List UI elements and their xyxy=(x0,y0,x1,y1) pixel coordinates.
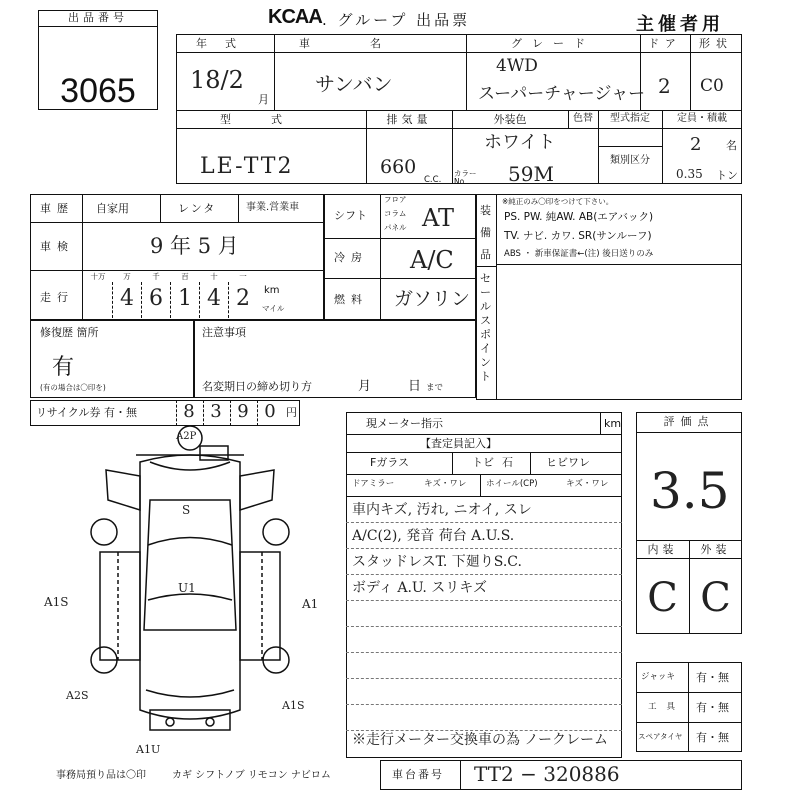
doors-value: 2 xyxy=(658,74,671,98)
meter-label: 現メーター指示 xyxy=(366,417,443,430)
history-business: 事業.営業車 xyxy=(246,202,300,213)
chassis-value: TT2 − 320886 xyxy=(474,762,620,786)
damage-a2p: A2P xyxy=(176,431,197,442)
damage-u1: U1 xyxy=(178,581,196,595)
interior-label: 内装 xyxy=(647,543,678,556)
color-no-prefix: カラーNo. xyxy=(454,169,477,186)
tool-value: 有・無 xyxy=(696,701,729,714)
damage-a2s: A2S xyxy=(66,689,89,702)
equipment-line1: PS. PW. 純AW. AB(エアバック) xyxy=(504,211,654,223)
damage-s: S xyxy=(182,503,191,517)
damage-a1-right: A1 xyxy=(302,597,319,611)
score-label: 評価点 xyxy=(663,415,715,428)
fuel-label: 燃料 xyxy=(334,293,368,306)
mileage-unit-label: 千 xyxy=(152,272,160,281)
organizer-label: 主催者用 xyxy=(636,14,724,35)
wheel-damage-label: キズ・ワレ xyxy=(566,479,609,489)
grade-label: グレード xyxy=(511,37,595,50)
deadline-day: 日 xyxy=(408,379,422,394)
title-text: . グループ 出品票 xyxy=(322,11,471,29)
sales-point-label: セールスポイント xyxy=(480,272,491,383)
color-no-value: 59M xyxy=(508,162,554,186)
year-unit: 月 xyxy=(258,93,269,106)
repair-label: 修復歴 箇所 xyxy=(40,326,99,339)
km-label: km xyxy=(264,285,280,296)
fglass-label: Fガラス xyxy=(370,456,409,469)
interior-value: C xyxy=(647,575,678,621)
mile-label: マイル xyxy=(262,304,285,313)
capacity-label: 定員・積載 xyxy=(677,113,727,124)
floor-label: フロア xyxy=(384,195,407,204)
recycle-digit: 0 xyxy=(264,401,276,422)
ac-label: 冷房 xyxy=(334,251,368,264)
mileage-unit-label: 百 xyxy=(181,272,189,281)
load-value: 0.35 xyxy=(676,167,703,181)
equipment-line2: TV. ナビ. カワ. SR(サンルーフ) xyxy=(504,230,652,242)
history-private: 自家用 xyxy=(96,202,129,215)
equipment-line3: ABS ・ 新車保証書←(注) 後日送りのみ xyxy=(504,249,654,259)
displacement-value: 660 xyxy=(380,156,417,178)
ishi-label: 石 xyxy=(502,456,513,469)
shift-value: AT xyxy=(422,204,455,232)
recycle-digit: 8 xyxy=(183,401,195,422)
mileage-digit: 4 xyxy=(120,286,134,311)
damage-a1s-right: A1S xyxy=(282,699,305,712)
equipment-box xyxy=(476,194,742,400)
lot-number: 3065 xyxy=(60,72,136,110)
displacement-label: 排気量 xyxy=(386,113,432,126)
spare-label: スペアタイヤ xyxy=(638,732,683,741)
equipment-header: ※純正のみ〇印をつけて下さい。 xyxy=(502,197,614,206)
model-value: LE-TT2 xyxy=(200,154,294,179)
lot-label: 出品番号 xyxy=(68,11,128,24)
body-value: C0 xyxy=(700,76,724,96)
jack-value: 有・無 xyxy=(696,671,729,684)
mirror-label: ドアミラー xyxy=(352,479,395,489)
deadline-suffix: まで xyxy=(426,383,444,393)
equipment-section-label: 装備品 xyxy=(480,204,491,261)
deadline-month: 月 xyxy=(358,379,372,394)
car-name-value: サンバン xyxy=(315,72,393,96)
mileage-unit-label: 十万 xyxy=(90,272,106,281)
column-label: コラム xyxy=(384,209,407,218)
jack-label: ジャッキ xyxy=(641,672,675,682)
fuel-value: ガソリン xyxy=(394,288,471,310)
inspection-note: 車内キズ, 汚れ, ニオイ, スレ xyxy=(352,502,532,518)
category-label: 類別区分 xyxy=(610,155,650,166)
history-rental: レンタ xyxy=(178,202,217,215)
body-label: 形状 xyxy=(699,37,733,50)
recycle-digit: 9 xyxy=(237,401,249,422)
deadline-label: 名変期日の締め切り方 xyxy=(202,380,312,393)
damage-a1u: A1U xyxy=(136,743,161,756)
inspector-header: 【査定員記入】 xyxy=(420,437,497,450)
doors-label: ドア xyxy=(648,37,682,50)
tobi-label: トビ xyxy=(472,456,494,469)
repair-note: (有の場合は〇印を) xyxy=(40,383,106,392)
title-brand: KCAA xyxy=(268,6,322,28)
inspection-note: スタッドレスT. 下廻りS.C. xyxy=(352,554,522,570)
color-change-label: 色替 xyxy=(573,113,593,124)
model-label: 型式 xyxy=(220,113,322,126)
inspection-label: 車検 xyxy=(40,240,74,253)
car-name-label: 車名 xyxy=(299,37,441,50)
tool-label: 工具 xyxy=(648,702,686,712)
inspection-note: ボディ A.U. スリキズ xyxy=(352,580,488,596)
mirror-damage-label: キズ・ワレ xyxy=(424,479,467,489)
shift-label: シフト xyxy=(334,209,367,222)
recycle-unit: 円 xyxy=(286,406,297,419)
divider xyxy=(38,26,158,27)
grade-line2: スーパーチャージャー xyxy=(478,84,646,104)
inspection-value: 9 年 5 月 xyxy=(150,234,239,258)
exterior-label: 外装 xyxy=(700,543,731,556)
panel-label: パネル xyxy=(384,223,407,232)
load-unit: トン xyxy=(716,169,738,182)
recycle-digit: 3 xyxy=(210,401,222,422)
office-note: 事務局預り品は〇印 xyxy=(56,770,146,781)
color-label: 外装色 xyxy=(493,113,527,126)
score-value: 3.5 xyxy=(650,462,730,520)
hibi-label: ヒビワレ xyxy=(546,456,590,469)
year-label: 年式 xyxy=(196,37,254,50)
office-items: カギ シフトノブ リモコン ナビロム xyxy=(172,770,331,781)
damage-a1s-left: A1S xyxy=(44,595,69,609)
repair-value: 有 xyxy=(52,355,75,380)
recycle-label: リサイクル券 有・無 xyxy=(36,406,137,419)
color-value: ホワイト xyxy=(484,132,556,153)
grade-line1: 4WD xyxy=(496,56,538,76)
ac-value: A/C xyxy=(410,246,454,274)
mileage-unit-label: 十 xyxy=(210,272,218,281)
mileage-digit: 2 xyxy=(236,286,250,311)
mileage-unit-label: 万 xyxy=(123,272,131,281)
notes-label: 注意事項 xyxy=(202,326,246,339)
capacity-unit: 名 xyxy=(726,139,737,152)
mileage-digit: 6 xyxy=(149,286,163,311)
wheel-label: ホイール(CP) xyxy=(486,479,538,489)
meter-unit: km xyxy=(604,417,622,430)
displacement-unit: C.C. xyxy=(424,175,442,185)
model-spec-label: 型式指定 xyxy=(610,113,650,124)
mileage-label: 走行 xyxy=(40,291,74,304)
year-value: 18/2 xyxy=(190,66,244,94)
mileage-digit: 1 xyxy=(178,286,192,311)
exterior-value: C xyxy=(700,575,731,621)
bottom-note: ※走行メーター交換車の為 ノークレーム xyxy=(352,732,609,748)
mileage-unit-label: 一 xyxy=(239,272,247,281)
chassis-label: 車台番号 xyxy=(392,768,444,781)
spare-value: 有・無 xyxy=(696,731,729,744)
inspection-note: A/C(2), 発音 荷台 A.U.S. xyxy=(352,528,515,544)
history-label: 車歴 xyxy=(40,202,74,215)
capacity-value: 2 xyxy=(690,134,702,155)
mileage-digit: 4 xyxy=(207,286,221,311)
